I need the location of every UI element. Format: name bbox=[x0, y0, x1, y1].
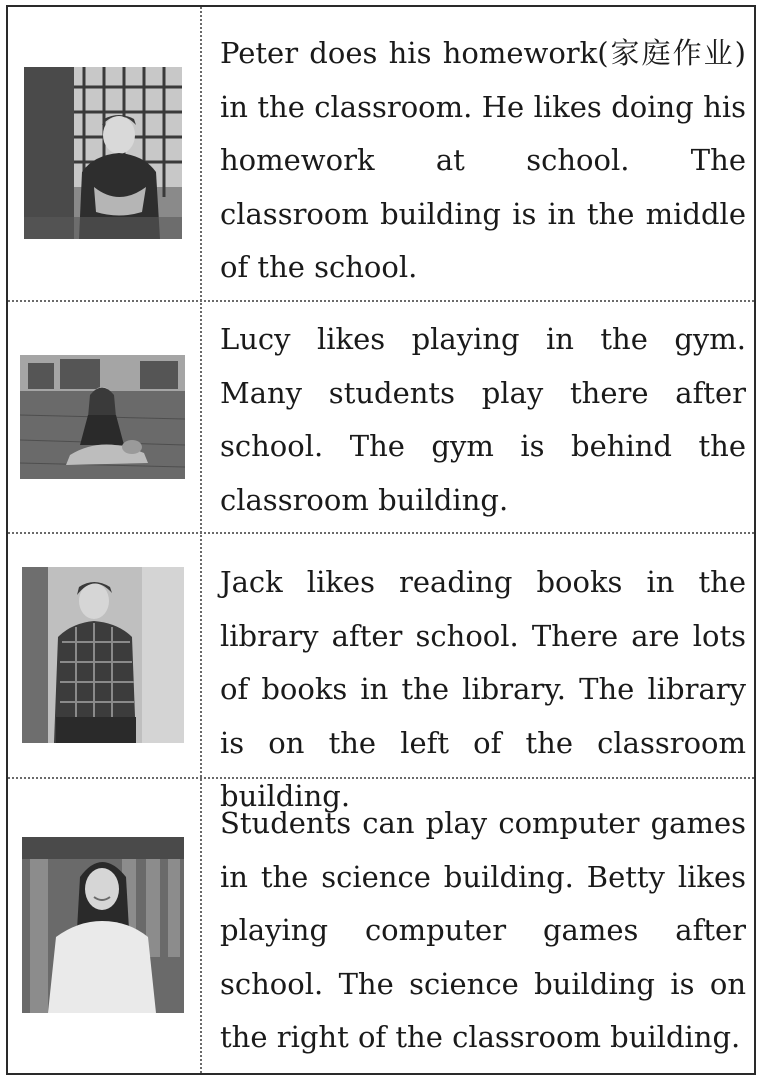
table-row-peter bbox=[8, 7, 754, 302]
girl-smiling-photo bbox=[22, 837, 184, 1013]
table-row-jack bbox=[8, 532, 754, 813]
entry-text-betty: Students can play computer games in the science building. Betty likes playing computer games after school. The science building is on the right of the classroom building. bbox=[220, 806, 746, 1054]
boy-at-window-photo bbox=[24, 67, 182, 239]
entry-text-jack: Jack likes reading books in the library after school. There are lots of books in the library. The library is on the left of the classroom building. bbox=[220, 565, 746, 813]
entry-text-peter: Peter does his homework(家庭作业) in the classroom. He likes doing his homework at school. The classroom building is in the middle of the school. bbox=[220, 36, 746, 284]
table-row-lucy bbox=[8, 300, 754, 534]
girl-sitting-on-grass-photo bbox=[20, 355, 185, 479]
boy-plaid-shirt-photo bbox=[22, 567, 184, 743]
info-table bbox=[6, 5, 756, 1075]
table-row-betty bbox=[8, 777, 754, 1075]
entry-text-lucy: Lucy likes playing in the gym. Many students play there after school. The gym is behind the classroom building. bbox=[220, 322, 746, 517]
